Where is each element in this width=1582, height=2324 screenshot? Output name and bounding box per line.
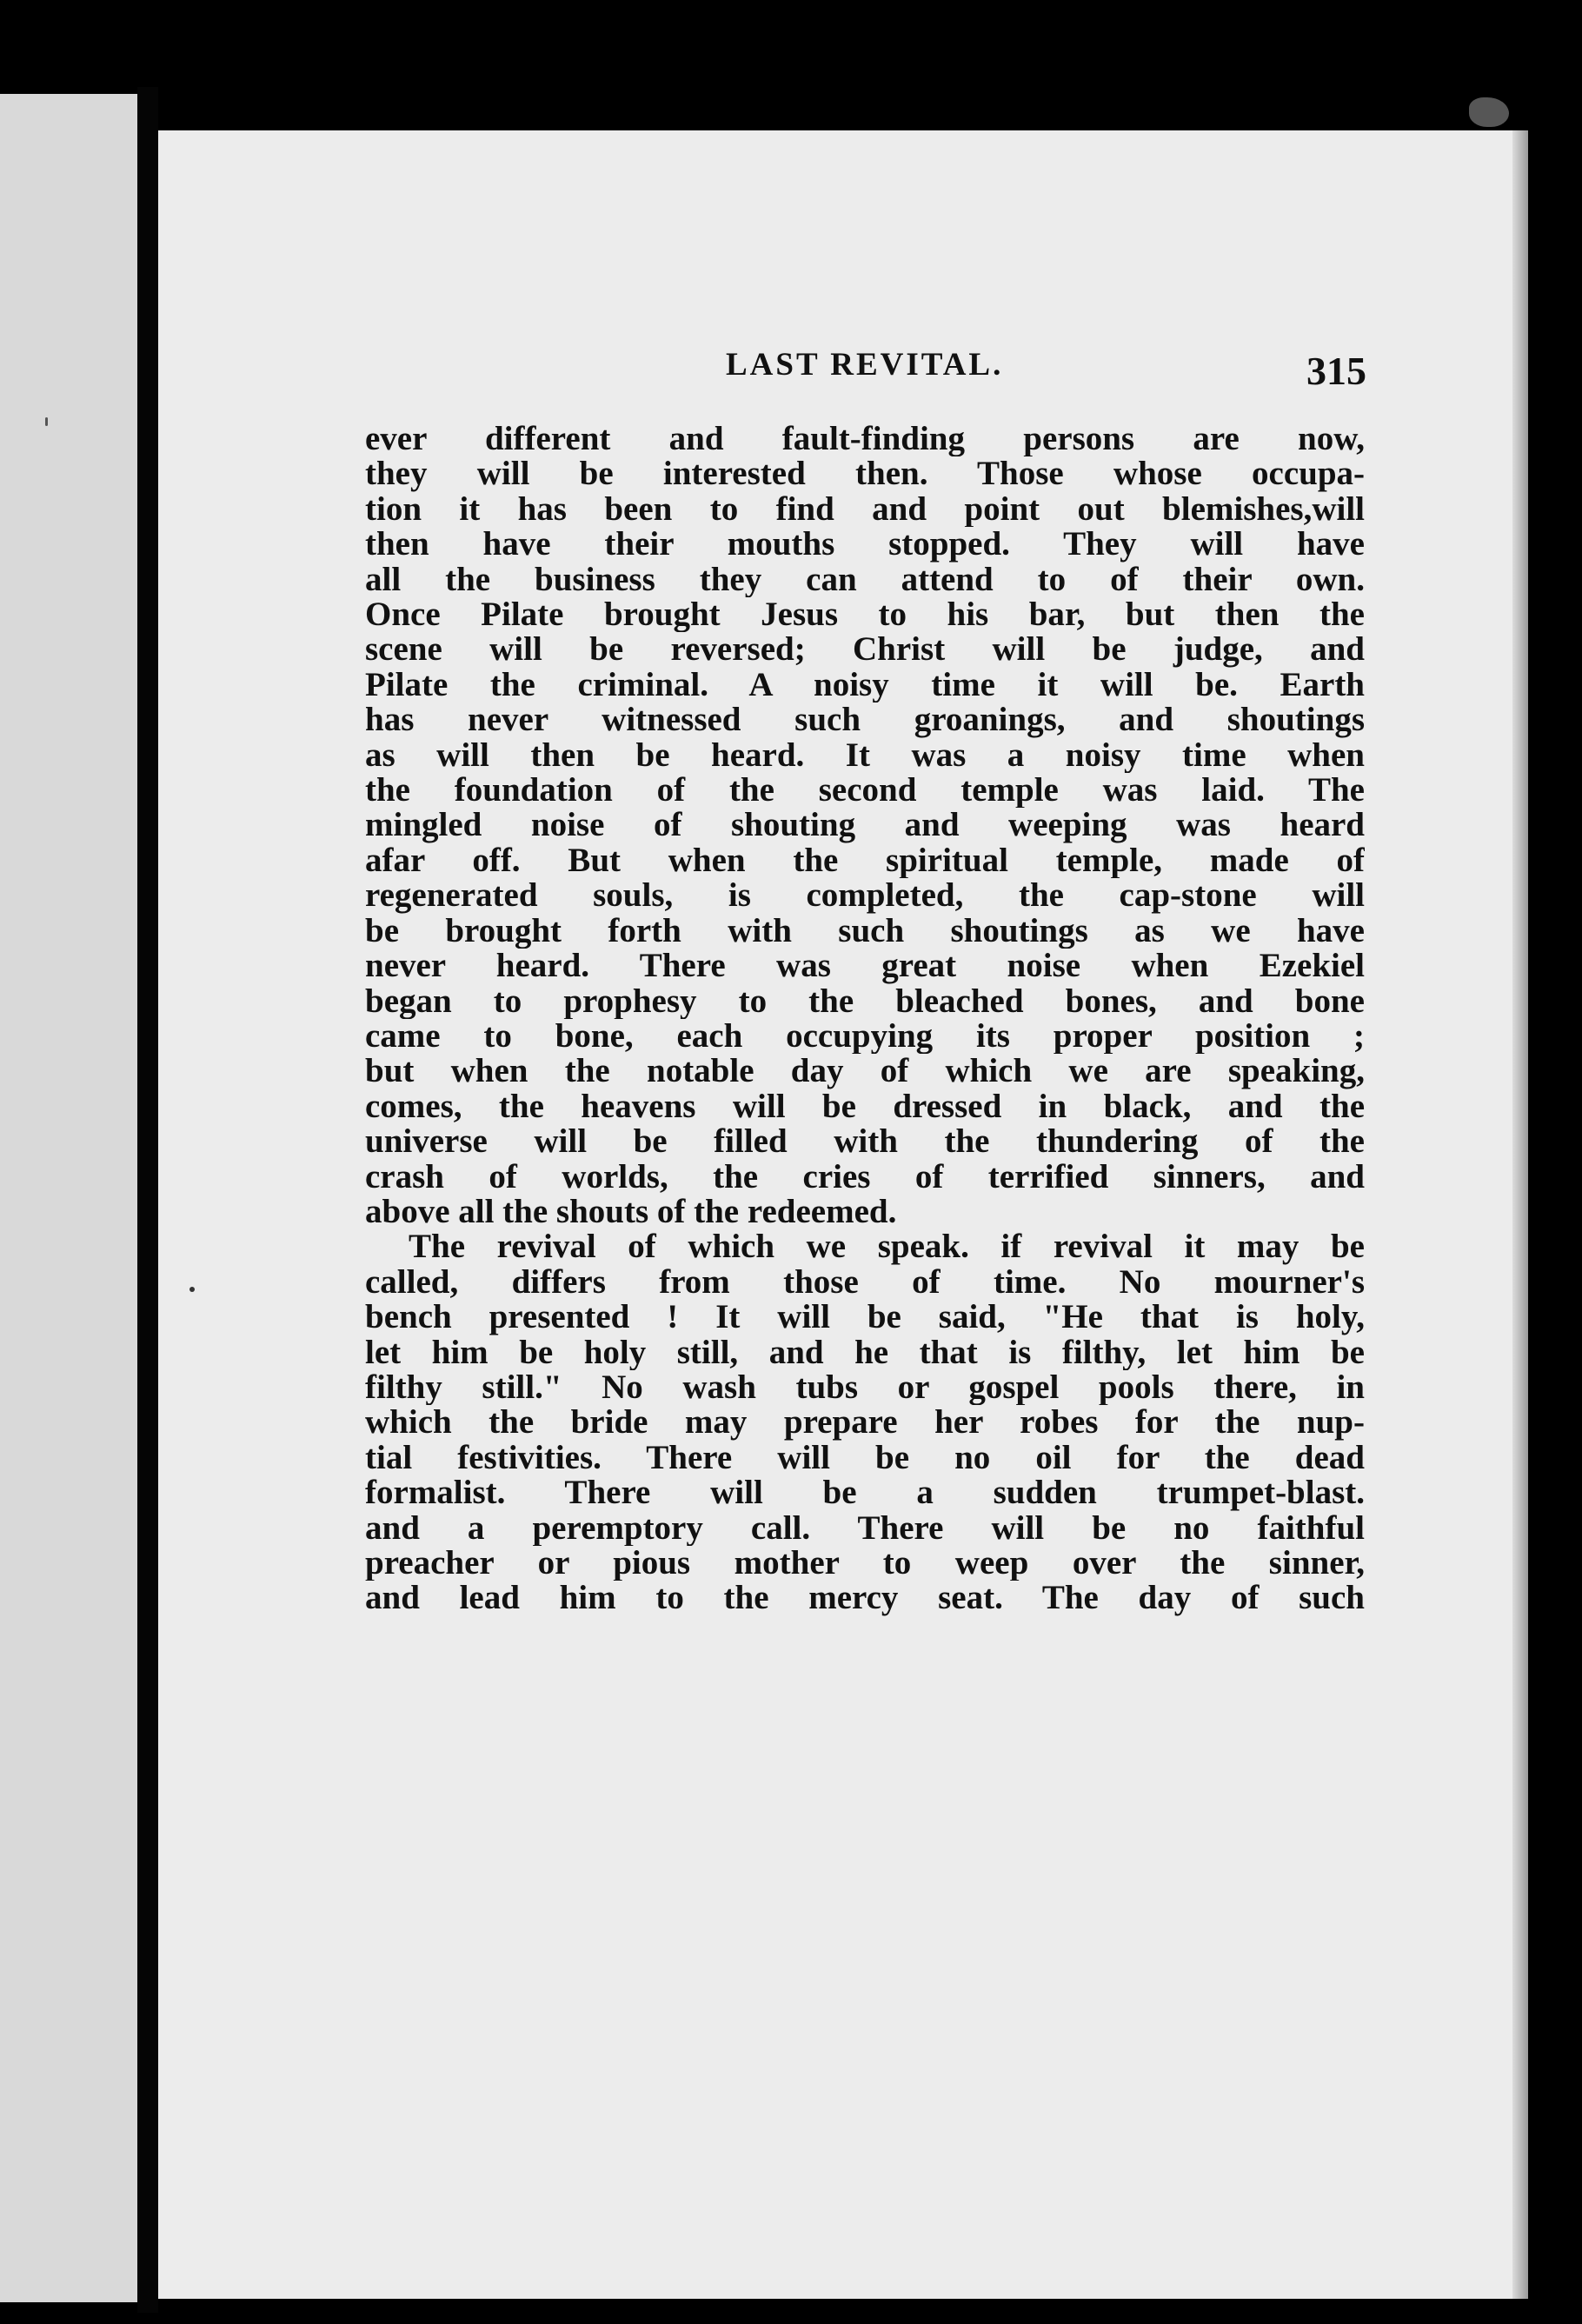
text-line: called, differs from those of time. No mourner's	[365, 1264, 1365, 1301]
text-line: be brought forth with such shoutings as we have	[365, 913, 1365, 949]
text-line: has never witnessed such groanings, and shoutings	[365, 703, 1365, 738]
text-line: above all the shouts of the redeemed.	[365, 1194, 897, 1230]
scan-speck	[45, 417, 48, 426]
text-line: The revival of which we speak. if revival it may be	[409, 1229, 1365, 1265]
page-number: 315	[1306, 349, 1366, 393]
text-line: and lead him to the mercy seat. The day of such	[365, 1581, 1365, 1616]
scan-smudge	[1469, 97, 1509, 127]
text-line: and a peremptory call. There will be no faithful	[365, 1510, 1365, 1546]
text-line: but when the notable day of which we are speaking,	[365, 1054, 1365, 1089]
book-gutter	[137, 87, 158, 2313]
text-line: Pilate the criminal. A noisy time it will be. Earth	[365, 667, 1365, 703]
text-line: let him be holy still, and he that is filthy, let him be	[365, 1335, 1365, 1370]
text-line: comes, the heavens will be dressed in black, and the	[365, 1089, 1365, 1125]
text-line: which the bride may prepare her robes for the nup-	[365, 1405, 1365, 1441]
text-line: all the business they can attend to of their own.	[365, 562, 1365, 598]
text-line: crash of worlds, the cries of terrified sinners, and	[365, 1159, 1365, 1195]
text-line: universe will be filled with the thundering of the	[365, 1124, 1365, 1160]
paragraph-2	[365, 1229, 1365, 1615]
text-line: Once Pilate brought Jesus to his bar, but then the	[365, 597, 1365, 633]
running-head: LAST REVITAL.	[726, 347, 1004, 383]
text-line: ever different and fault-finding persons are now,	[365, 422, 1365, 457]
paragraph-1	[365, 422, 1365, 1229]
text-line: tial festivities. There will be no oil for the dead	[365, 1440, 1365, 1476]
scan-speck	[189, 1287, 195, 1292]
page-header	[0, 346, 1382, 398]
facing-page-edge	[0, 94, 137, 2302]
text-line: filthy still." No wash tubs or gospel pools there, in	[365, 1369, 1365, 1406]
text-line: mingled noise of shouting and weeping was heard	[365, 808, 1365, 843]
text-line: scene will be reversed; Christ will be judge, and	[365, 632, 1365, 668]
text-line: the foundation of the second temple was laid. The	[365, 773, 1365, 809]
text-line: they will be interested then. Those whose occupa-	[365, 456, 1365, 492]
text-line: began to prophesy to the bleached bones, and bone	[365, 983, 1365, 1019]
page-right-edge	[1512, 130, 1528, 2299]
text-line: as will then be heard. It was a noisy time when	[365, 737, 1365, 774]
text-line: afar off. But when the spiritual temple, made of	[365, 842, 1365, 879]
body-text	[365, 422, 1365, 1616]
text-line: bench presented ! It will be said, "He that is holy,	[365, 1300, 1365, 1335]
text-line: never heard. There was great noise when Ezekiel	[365, 949, 1365, 984]
text-line: came to bone, each occupying its proper position ;	[365, 1018, 1365, 1055]
text-line: regenerated souls, is completed, the cap-stone will	[365, 878, 1365, 914]
text-line: tion it has been to find and point out blemishes,will	[365, 491, 1365, 528]
text-line: formalist. There will be a sudden trumpet-blast.	[365, 1475, 1365, 1511]
text-line: then have their mouths stopped. They will have	[365, 527, 1365, 563]
text-line: preacher or pious mother to weep over the sinner,	[365, 1546, 1365, 1582]
